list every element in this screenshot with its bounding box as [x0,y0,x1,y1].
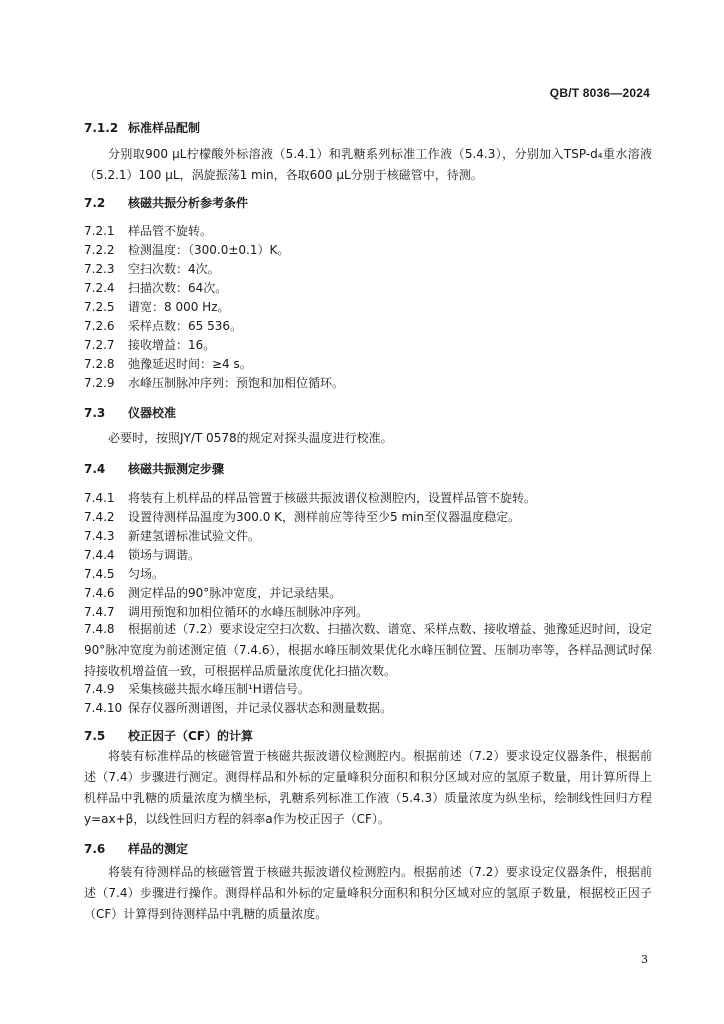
item-text: 采集核磁共振水峰压制¹H谱信号。 [128,682,310,696]
item-number: 7.4.5 [84,567,115,581]
item-number: 7.2.7 [84,338,115,352]
item-number: 7.2.5 [84,300,115,314]
page-number: 3 [641,953,648,966]
section-title: 标准样品配制 [128,121,201,135]
item-number: 7.2.6 [84,319,115,333]
item-number: 7.4.7 [84,605,115,619]
section-title: 样品的测定 [128,842,189,856]
item-text: 接收增益：16。 [128,338,216,352]
item-text: 水峰压制脉冲序列：预饱和加相位循环。 [128,376,345,390]
item-number: 7.4.2 [84,510,115,524]
item-text: 测定样品的90°脉冲宽度，并记录结果。 [128,586,342,600]
list-item-7-4-3 [84,527,260,544]
standard-code: QB/T 8036—2024 [549,86,650,100]
heading-7-3 [84,404,176,421]
list-item-7-4-6 [84,584,341,601]
heading-7-2 [84,194,248,211]
heading-7-4 [84,460,224,477]
list-item-7-4-8 [84,619,652,682]
item-number: 7.4.6 [84,586,115,600]
heading-7-5 [84,727,253,744]
item-number: 7.4.10 [84,701,123,715]
item-text: 将装有上机样品的样品管置于核磁共振波谱仪检测腔内，设置样品管不旋转。 [128,491,537,505]
paragraph-7-6: 将装有待测样品的核磁管置于核磁共振波谱仪检测腔内。根据前述（7.2）要求设定仪器条件，根据前述（7.4）步骤进行操作。测得样品和外标的定量峰积分面积和积分区域对应的氢原子数量，根据校正因子（CF）计算得到待测样品中乳糖的质量浓度。 [84,865,652,921]
section-number: 7.4 [84,462,106,476]
paragraph-7-3: 必要时，按照JY/T 0578的规定对探头温度进行校准。 [108,431,393,445]
item-number: 7.4.9 [84,682,115,696]
list-item-7-4-2 [84,508,520,525]
section-title: 核磁共振测定步骤 [128,462,225,476]
item-text: 检测温度：（300.0±0.1）K。 [128,243,290,257]
item-number: 7.2.8 [84,357,115,371]
item-text: 锁场与调谐。 [128,548,201,562]
item-number: 7.2.4 [84,281,115,295]
list-item-7-2-6 [84,317,242,334]
heading-7-1-2 [84,119,200,136]
section-title: 仪器校准 [128,406,177,420]
section-title: 核磁共振分析参考条件 [128,196,249,210]
item-number: 7.4.1 [84,491,115,505]
section-number: 7.2 [84,196,106,210]
section-number: 7.5 [84,729,106,743]
section-number: 7.6 [84,842,106,856]
list-item-7-2-2 [84,241,289,258]
item-number: 7.2.1 [84,224,115,238]
list-item-7-2-8 [84,355,252,372]
list-item-7-2-9 [84,374,344,391]
item-text: 根据前述（7.2）要求设定空扫次数、扫描次数、谱宽、采样点数、接收增益、弛豫延迟时间，设定90°脉冲宽度为前述测定值（7.4.6），根据水峰压制效果优化水峰压制位置、压制功率等，各样品测试时保持接收机增益值一致，可根据样品质量浓度优化扫描次数。 [84,622,652,678]
item-text: 谱宽：8 000 Hz。 [128,300,230,314]
list-item-7-4-10 [84,699,392,716]
section-number: 7.3 [84,406,106,420]
list-item-7-2-4 [84,279,227,296]
item-text: 匀场。 [128,567,165,581]
list-item-7-2-7 [84,336,215,353]
list-item-7-4-1 [84,489,536,506]
item-text: 新建氢谱标准试验文件。 [128,529,261,543]
list-item-7-4-4 [84,546,200,563]
item-number: 7.2.3 [84,262,115,276]
item-text: 保存仪器所测谱图，并记录仪器状态和测量数据。 [128,701,393,715]
item-number: 7.2.9 [84,376,115,390]
list-item-7-4-5 [84,565,164,582]
item-text: 扫描次数：64次。 [128,281,228,295]
item-number: 7.2.2 [84,243,115,257]
section-title: 校正因子（CF）的计算 [128,729,254,743]
item-text: 调用预饱和加相位循环的水峰压制脉冲序列。 [128,605,369,619]
item-text: 弛豫延迟时间：≥4 s。 [128,357,252,371]
item-number: 7.4.4 [84,548,115,562]
item-number: 7.4.3 [84,529,115,543]
paragraph-7-5: 将装有标准样品的核磁管置于核磁共振波谱仪检测腔内。根据前述（7.2）要求设定仪器条件，根据前述（7.4）步骤进行测定。测得样品和外标的定量峰积分面积和积分区域对应的氢原子数量，用计算所得上机样品中乳糖的质量浓度为横坐标，乳糖系列标准工作液（5.4.3）质量浓度为纵坐标，绘制线性回归方程y=ax+β，以线性回归方程的斜率a作为校正因子（CF）。 [84,749,652,826]
item-text: 样品管不旋转。 [128,224,213,238]
list-item-7-4-7 [84,603,368,620]
heading-7-6 [84,840,188,857]
section-number: 7.1.2 [84,121,119,135]
item-text: 空扫次数：4次。 [128,262,220,276]
item-text: 采样点数：65 536。 [128,319,242,333]
list-item-7-4-9 [84,680,310,697]
list-item-7-2-3 [84,260,220,277]
list-item-7-2-1 [84,222,212,239]
item-number: 7.4.8 [84,622,115,636]
paragraph-7-1-2: 分别取900 μL柠檬酸外标溶液（5.4.1）和乳糖系列标准工作液（5.4.3），分别加入TSP-d₄重水溶液（5.2.1）100 μL，涡旋振荡1 min，各取600 μL分别于核磁管中，待测。 [84,147,652,182]
item-text: 设置待测样品温度为300.0 K，测样前应等待至少5 min至仪器温度稳定。 [128,510,521,524]
list-item-7-2-5 [84,298,230,315]
